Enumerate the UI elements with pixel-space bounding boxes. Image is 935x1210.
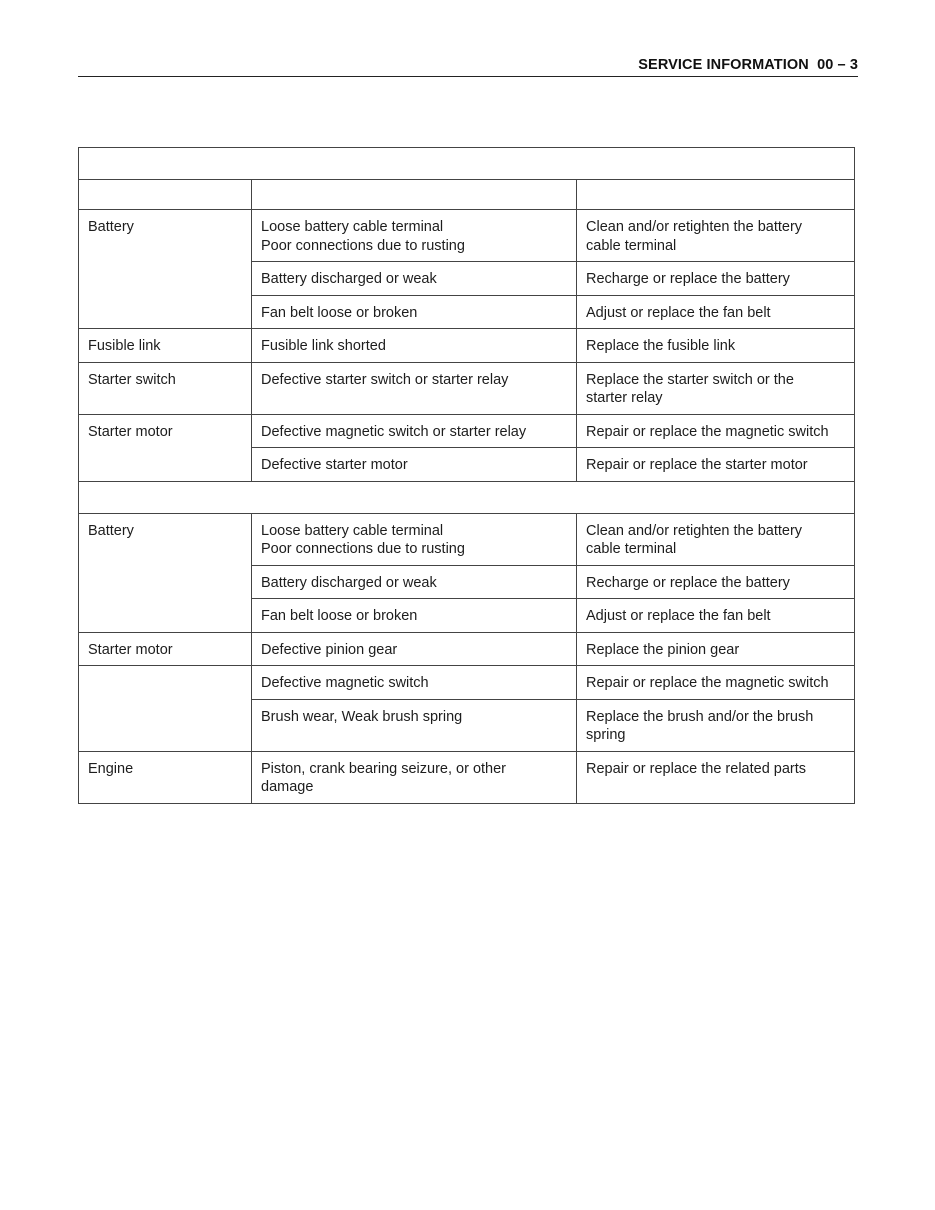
- cause-cell: [252, 362, 577, 414]
- part-cell: [79, 513, 252, 632]
- remedy-text: Repair or replace the magnetic switch: [586, 423, 829, 440]
- table-row: [79, 513, 855, 565]
- part-label: Starter switch: [88, 371, 176, 388]
- page-header-title: SERVICE INFORMATION 00 – 3: [638, 57, 858, 73]
- table-title-cell: [79, 148, 855, 180]
- cause-cell: [252, 262, 577, 296]
- remedy-cell: [577, 210, 855, 262]
- cause-cell: [252, 513, 577, 565]
- cause-text: Battery discharged or weak: [261, 574, 437, 591]
- part-cell: [79, 632, 252, 666]
- cause-cell: [252, 666, 577, 700]
- section-heading-cell: [79, 481, 855, 513]
- part-cell: [79, 329, 252, 363]
- remedy-text: Recharge or replace the battery: [586, 271, 790, 287]
- cause-text: Loose battery cable terminal: [261, 522, 444, 539]
- table-row: [79, 414, 855, 448]
- remedy-text: starter relay: [586, 390, 663, 406]
- remedy-cell: [577, 414, 855, 448]
- part-cell: [79, 414, 252, 481]
- cause-cell: [252, 751, 577, 803]
- cause-cell: [252, 699, 577, 751]
- cause-cell: [252, 599, 577, 633]
- part-cell: [79, 210, 252, 329]
- remedy-text: Adjust or replace the fan belt: [586, 608, 771, 624]
- remedy-text: Replace the fusible link: [586, 338, 736, 354]
- part-label: Starter motor: [88, 641, 173, 658]
- remedy-cell: [577, 295, 855, 329]
- part-label: Starter motor: [88, 423, 173, 440]
- cause-text: Piston, crank bearing seizure, or other: [261, 760, 507, 777]
- remedy-cell: [577, 262, 855, 296]
- remedy-text: Recharge or replace the battery: [586, 574, 790, 591]
- section-heading-row: [79, 481, 855, 513]
- table-header-row: [79, 180, 855, 210]
- cause-cell: [252, 414, 577, 448]
- remedy-text: Replace the starter switch or the: [586, 371, 794, 388]
- cause-text: Loose battery cable terminal: [261, 219, 444, 235]
- cause-text: Defective starter motor: [261, 457, 408, 473]
- remedy-text: cable terminal: [586, 541, 677, 557]
- remedy-text: spring: [586, 727, 626, 743]
- cause-text: Fan belt loose or broken: [261, 608, 418, 624]
- remedy-text: Repair or replace the magnetic switch: [586, 675, 829, 691]
- cause-cell: [252, 210, 577, 262]
- remedy-text: cable terminal: [586, 237, 677, 254]
- part-cell: [79, 666, 252, 752]
- remedy-cell: [577, 632, 855, 666]
- cause-cell: [252, 448, 577, 482]
- remedy-cell: [577, 699, 855, 751]
- troubleshooting-table: [78, 147, 855, 804]
- table-row: [79, 632, 855, 666]
- page-header: [78, 56, 858, 77]
- table-row: [79, 210, 855, 262]
- cause-text: damage: [261, 779, 314, 795]
- remedy-text: Clean and/or retighten the battery: [586, 219, 803, 235]
- remedy-cell: [577, 666, 855, 700]
- cause-text: Defective starter switch or starter relay: [261, 371, 509, 388]
- table-row: [79, 666, 855, 700]
- table-row: [79, 751, 855, 803]
- remedy-cell: [577, 565, 855, 599]
- remedy-text: Repair or replace the starter motor: [586, 457, 808, 473]
- cause-cell: [252, 295, 577, 329]
- remedy-cell: [577, 751, 855, 803]
- cause-cell: [252, 632, 577, 666]
- column-header-remedy: [577, 180, 855, 210]
- remedy-cell: [577, 599, 855, 633]
- table-row: [79, 362, 855, 414]
- remedy-cell: [577, 513, 855, 565]
- cause-text: Defective pinion gear: [261, 641, 398, 658]
- cause-text: Fusible link shorted: [261, 338, 386, 354]
- cause-cell: [252, 565, 577, 599]
- cause-text: Battery discharged or weak: [261, 271, 437, 287]
- remedy-cell: [577, 329, 855, 363]
- remedy-cell: [577, 362, 855, 414]
- cause-cell: [252, 329, 577, 363]
- column-header-part: [79, 180, 252, 210]
- cause-text: Defective magnetic switch or starter relay: [261, 423, 527, 440]
- cause-text: Defective magnetic switch: [261, 675, 429, 691]
- cause-text: Poor connections due to rusting: [261, 541, 465, 557]
- part-cell: [79, 362, 252, 414]
- remedy-text: Adjust or replace the fan belt: [586, 304, 771, 321]
- table-row: [79, 329, 855, 363]
- part-cell: [79, 751, 252, 803]
- table-title-row: [79, 148, 855, 180]
- cause-text: Poor connections due to rusting: [261, 237, 465, 254]
- remedy-cell: [577, 448, 855, 482]
- remedy-text: Replace the brush and/or the brush: [586, 708, 814, 725]
- part-label: Fusible link: [88, 338, 161, 354]
- remedy-text: Repair or replace the related parts: [586, 760, 807, 777]
- remedy-text: Replace the pinion gear: [586, 641, 740, 658]
- part-label: Engine: [88, 760, 134, 777]
- part-label: Battery: [88, 522, 134, 539]
- cause-text: Brush wear, Weak brush spring: [261, 708, 463, 725]
- part-label: Battery: [88, 219, 134, 235]
- cause-text: Fan belt loose or broken: [261, 304, 418, 321]
- column-header-cause: [252, 180, 577, 210]
- remedy-text: Clean and/or retighten the battery: [586, 522, 803, 539]
